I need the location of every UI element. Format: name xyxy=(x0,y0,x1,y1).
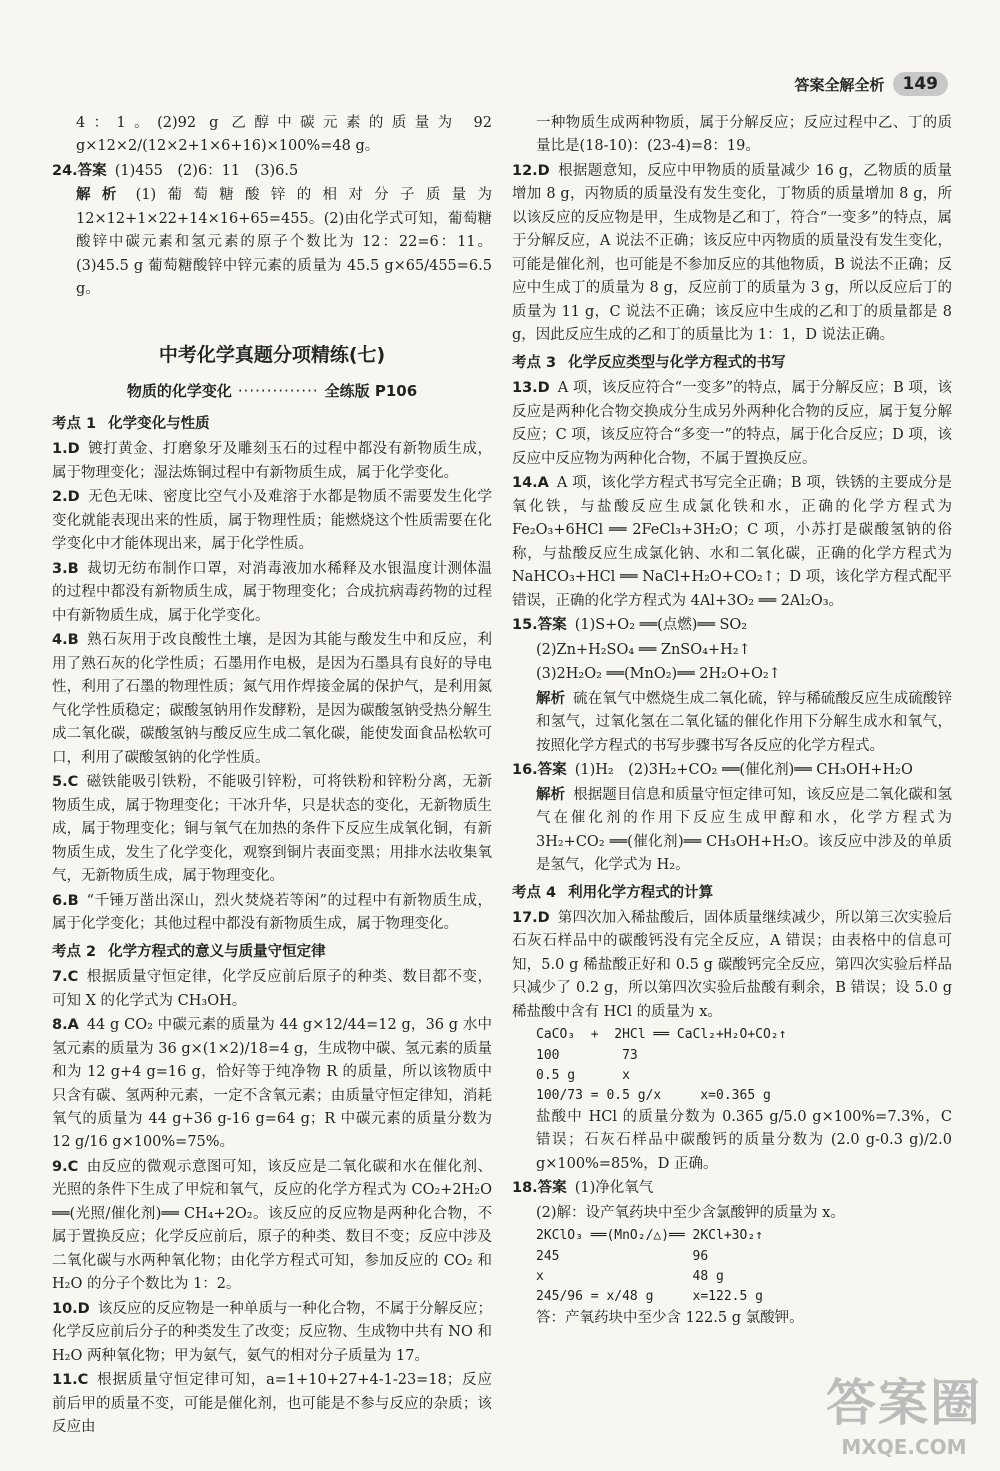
answer-item xyxy=(52,1298,492,1368)
explanation-label: 解析 xyxy=(536,690,566,707)
answer-item xyxy=(512,160,952,348)
answer-text: 无色无味、密度比空气小及难溶于水都是物质不需要发生化学变化就能表现出来的性质，属于物理性质；能燃烧这个性质需要在化学变化中才能体现出来，属于化学性质。 xyxy=(52,489,492,553)
answer-text: A 项，该反应符合“一变多”的特点，属于分解反应；B 项，该反应是两种化合物交换成分生成另外两种化合物的反应，属于复分解反应；C 项，该反应符合“多变一”的特点，属于化合反应；D 项，该反应中反应物为两种化合物，不属于置换反应。 xyxy=(512,380,952,467)
answer-item xyxy=(52,486,492,556)
answer-text: A 项，该化学方程式书写完全正确；B 项，铁锈的主要成分是氧化铁，与盐酸反应生成氯化铁和水，正确的化学方程式为 Fe₂O₃+6HCl ══ 2FeCl₃+3H₂O；C 项，小苏打是碳酸氢钠的俗称，与盐酸反应生成氯化钠、水和二氧化碳，正确的化学方程式为 NaHCO₃+HCl ══ NaCl+H₂O+CO₂↑；D 项，该化学方程式配平错误，正确的化学方程式为 4Al+3O₂ ══ 2Al₂O₃。 xyxy=(512,475,952,609)
answer-item xyxy=(512,377,952,471)
explanation-text: 硫在氧气中燃烧生成二氧化硫，锌与稀硫酸反应生成硫酸锌和氢气，过氧化氢在二氧化锰的催化作用下分解生成水和氧气，按照化学方程式的书写步骤书写各反应的化学方程式。 xyxy=(536,690,953,754)
subtitle-name: 物质的化学变化 xyxy=(126,381,232,400)
answer-number: 1.D xyxy=(52,441,80,458)
answer-text: 磁铁能吸引铁粉，不能吸引锌粉，可将铁粉和锌粉分离，无新物质生成，属于物理变化；干冰升华，只是状态的变化，无新物质生成，属于物理变化；铜与氧气在加热的条件下反应生成氧化铜，有新物质生成，发生了化学变化，观察到铜片表面变黑；用排水法收集氧气，无新物质生成，属于物理变化。 xyxy=(52,774,492,885)
calculation-block: CaCO₃ + 2HCl ══ CaCl₂+H₂O+CO₂↑ 100 73 0.5 g x 100/73 = 0.5 g/x x=0.365 g xyxy=(536,1027,787,1103)
equation-line: (3)2H₂O₂ ══(MnO₂)══ 2H₂O+O₂↑ xyxy=(536,666,781,683)
topic-heading xyxy=(512,352,952,375)
answer-text: “千锤万凿出深山，烈火焚烧若等闲”的过程中有新物质生成，属于化学变化；其他过程中都没有新物质生成，属于物理变化。 xyxy=(52,892,492,933)
explanation-label: 解析 xyxy=(536,786,566,803)
answer-text: (1)净化氧气 xyxy=(574,1180,654,1197)
answer-text: (1)455 (2)6：11 (3)6.5 xyxy=(114,162,299,179)
answer-text: 4：1。(2)92 g 乙醇中碳元素的质量为 92 g×12×2/(12×2+1×6+16)×100%=48 g。 xyxy=(76,115,492,155)
topic-label: 考点 4 xyxy=(512,884,557,901)
answer-item xyxy=(512,614,952,637)
answer-number: 14.A xyxy=(512,475,549,492)
explanation xyxy=(52,184,492,301)
answer-number: 13.D xyxy=(512,380,550,397)
answer-number: 16.答案 xyxy=(512,762,567,779)
subtitle-dots: ·············· xyxy=(237,381,319,400)
answer-item xyxy=(52,966,492,1013)
topic-heading xyxy=(52,413,492,436)
answer-item xyxy=(52,558,492,628)
topic-label: 考点 1 xyxy=(52,415,97,432)
answer-item xyxy=(52,771,492,888)
answer-text: (1)H₂ (2)3H₂+CO₂ ══(催化剂)══ CH₃OH+H₂O xyxy=(574,762,913,779)
explanation xyxy=(512,784,952,878)
answer-item xyxy=(512,1177,952,1200)
answer-item xyxy=(52,1014,492,1155)
answer-number: 2.D xyxy=(52,489,80,506)
header-title: 答案全解全析 xyxy=(794,75,885,94)
answer-item xyxy=(52,438,492,485)
answer-item xyxy=(52,1369,492,1439)
section-title: 中考化学真题分项精练(七) xyxy=(158,343,386,366)
answer-number: 6.B xyxy=(52,892,79,909)
left-column xyxy=(52,112,492,1441)
answer-number: 15.答案 xyxy=(512,617,567,634)
answer-item xyxy=(512,472,952,613)
answer-item xyxy=(52,629,492,770)
answer-text: 答：产氧药块中至少含 122.5 g 氯酸钾。 xyxy=(536,1309,804,1326)
subtitle-ref: 全练版 P106 xyxy=(324,381,418,400)
topic-label: 考点 2 xyxy=(52,943,97,960)
explanation-label: 解析 xyxy=(76,187,128,204)
answer-item xyxy=(52,890,492,937)
section-subtitle xyxy=(52,379,492,403)
topic-title: 化学方程式的意义与质量守恒定律 xyxy=(108,943,326,960)
topic-title: 化学变化与性质 xyxy=(108,415,210,432)
answer-number: 8.A xyxy=(52,1017,79,1034)
page-header xyxy=(794,72,948,96)
right-column xyxy=(512,112,952,1331)
equation-line: (2)Zn+H₂SO₄ ══ ZnSO₄+H₂↑ xyxy=(536,641,751,658)
answer-item xyxy=(512,907,952,1024)
watermark-url: MXQE.COM xyxy=(841,1435,967,1459)
answer-text: 根据题意知，反应中甲物质的质量减少 16 g，乙物质的质量增加 8 g，丙物质的质量没有发生变化，丁物质的质量增加 8 g，所以该反应的反应物是甲，生成物是乙和丁，符合“一变多”的特点，属于分解反应，A 说法不正确；该反应中丙物质的质量没有发生变化，可能是催化剂，也可能是不参加反应的其他物质，B 说法不正确；反应中生成丁的质量为 8 g，反应前丁的质量为 3 g，所以反应后丁的质量为 11 g，C 说法不正确；该反应中生成的乙和丁的质量都是 8 g，因此反应生成的乙和丁的质量比为 1：1，D 说法正确。 xyxy=(512,162,952,344)
answer-text: (2)解：设产氧药块中至少含氯酸钾的质量为 x。 xyxy=(536,1204,845,1221)
answer-number: 10.D xyxy=(52,1300,90,1317)
watermark-text: 答案圈 xyxy=(826,1374,982,1432)
answer-text: (1)S+O₂ ══(点燃)══ SO₂ xyxy=(574,617,748,634)
answer-item xyxy=(512,759,952,782)
answer-text: 熟石灰用于改良酸性土壤，是因为其能与酸发生中和反应，利用了熟石灰的化学性质；石墨用作电极，是因为石墨具有良好的导电性，利用了石墨的物理性质；氮气用作焊接金属的保护气，是利用氮气化学性质稳定；碳酸氢钠用作发酵粉，是因为碳酸氢钠受热分解生成二氧化碳，碳酸氢钠与酸反应生成二氧化碳，能使发面食品松软可口，利用了碳酸氢钠的化学性质。 xyxy=(52,632,492,766)
answer-number: 9.C xyxy=(52,1158,79,1175)
answer-text: 盐酸中 HCl 的质量分数为 0.365 g/5.0 g×100%=7.3%，C 错误；石灰石样品中碳酸钙的质量分数为 (2.0 g-0.3 g)/2.0 g×100%=85%，D 正确。 xyxy=(536,1108,952,1172)
explanation-text: 根据题目信息和质量守恒定律可知，该反应是二氧化碳和氢气在催化剂的作用下反应生成甲醇和水，化学方程式为 3H₂+CO₂ ══(催化剂)══ CH₃OH+H₂O。该反应中涉及的单质是氢气，化学式为 H₂。 xyxy=(536,786,953,874)
answer-number: 18.答案 xyxy=(512,1180,567,1197)
answer-number: 12.D xyxy=(512,162,550,179)
answer-text: 镀打黄金、打磨象牙及雕刻玉石的过程中都没有新物质生成，属于物理变化；湿法炼铜过程中有新物质生成，属于化学变化。 xyxy=(52,441,492,481)
answer-number: 3.B xyxy=(52,560,79,577)
topic-heading xyxy=(512,882,952,905)
answer-text: 第四次加入稀盐酸后，固体质量继续减少，所以第三次实验后石灰石样品中的碳酸钙没有完全反应，A 错误；由表格中的信息可知，5.0 g 稀盐酸正好和 0.5 g 碳酸钙完全反应，第四次实验后样品只减少了 0.2 g，所以第四次实验后盐酸有剩余，B 错误；设 5.0 g 稀盐酸中含有 HCl 的质量为 x。 xyxy=(512,909,952,1020)
answer-number: 17.D xyxy=(512,909,550,926)
answer-text: 裁切无纺布制作口罩，对消毒液加水稀释及水银温度计测体温的过程中都没有新物质生成，属于物理变化；合成抗病毒药物的过程中有新物质生成，属于化学变化。 xyxy=(52,560,492,624)
watermark-logo xyxy=(826,1363,982,1459)
answer-text: 44 g CO₂ 中碳元素的质量为 44 g×12/44=12 g，36 g 水中氢元素的质量为 36 g×(1×2)/18=4 g，生成物中碳、氢元素的质量和为 12 g+4 g=16 g，恰好等于纯净物 R 的质量，所以该物质中只含有碳、氢两种元素，一定不含氧元素；由质量守恒定律知，消耗氧气的质量为 44 g+36 g-16 g=64 g；R 中碳元素的质量分数为 12 g/16 g×100%=75%。 xyxy=(52,1017,492,1151)
answer-number: 4.B xyxy=(52,632,79,649)
answer-text: 由反应的微观示意图可知，该反应是二氧化碳和水在催化剂、光照的条件下生成了甲烷和氧气，反应的化学方程式为 CO₂+2H₂O ══(光照/催化剂)══ CH₄+2O₂。该反应的反应物是两种化合物，不属于置换反应；化学反应前后，原子的种类、数目不变；反应中涉及二氧化碳与水两种氧化物；由化学方程式可知，参加反应的 CO₂ 和 H₂O 的分子个数比为 1：2。 xyxy=(52,1158,492,1293)
calculation-block: 2KClO₃ ══(MnO₂/△)══ 2KCl+3O₂↑ 245 96 x 48 g 245/96 = x/48 g x=122.5 g xyxy=(536,1228,763,1304)
explanation xyxy=(512,688,952,758)
answer-text: 一种物质生成两种物质，属于分解反应；反应过程中乙、丁的质量比是(18-10)：(23-4)=8：19。 xyxy=(536,115,952,155)
answer-number: 7.C xyxy=(52,969,79,986)
page-number: 149 xyxy=(893,72,949,96)
answer-number: 11.C xyxy=(52,1372,89,1389)
answer-item xyxy=(52,160,492,183)
answer-item xyxy=(52,1156,492,1297)
topic-label: 考点 3 xyxy=(512,354,557,371)
topic-title: 利用化学方程式的计算 xyxy=(568,884,714,901)
explanation-text: (1)葡萄糖酸锌的相对分子质量为 12×12+1×22+14×16+65=455。(2)由化学式可知，葡萄糖酸锌中碳元素和氢元素的原子个数比为 12：22=6：11。(3)45.5 g 葡萄糖酸锌中锌元素的质量为 45.5 g×65/455=6.5 g。 xyxy=(76,187,493,298)
answer-text: 该反应的反应物是一种单质与一种化合物，不属于分解反应；化学反应前后分子的种类发生了改变；反应物、生成物中共有 NO 和 H₂O 两种氧化物；甲为氨气，氨气的相对分子质量为 17。 xyxy=(52,1300,492,1364)
answer-text: 根据质量守恒定律可知，a=1+10+27+4-1-23=18；反应前后甲的质量不变，可能是催化剂，也可能是不参与反应的杂质；该反应由 xyxy=(52,1372,492,1436)
answer-text: 根据质量守恒定律，化学反应前后原子的种类、数目都不变，可知 X 的化学式为 CH₃OH。 xyxy=(52,969,492,1009)
topic-heading xyxy=(52,941,492,964)
topic-title: 化学反应类型与化学方程式的书写 xyxy=(568,354,786,371)
answer-number: 5.C xyxy=(52,774,79,791)
answer-number: 24.答案 xyxy=(52,162,107,179)
